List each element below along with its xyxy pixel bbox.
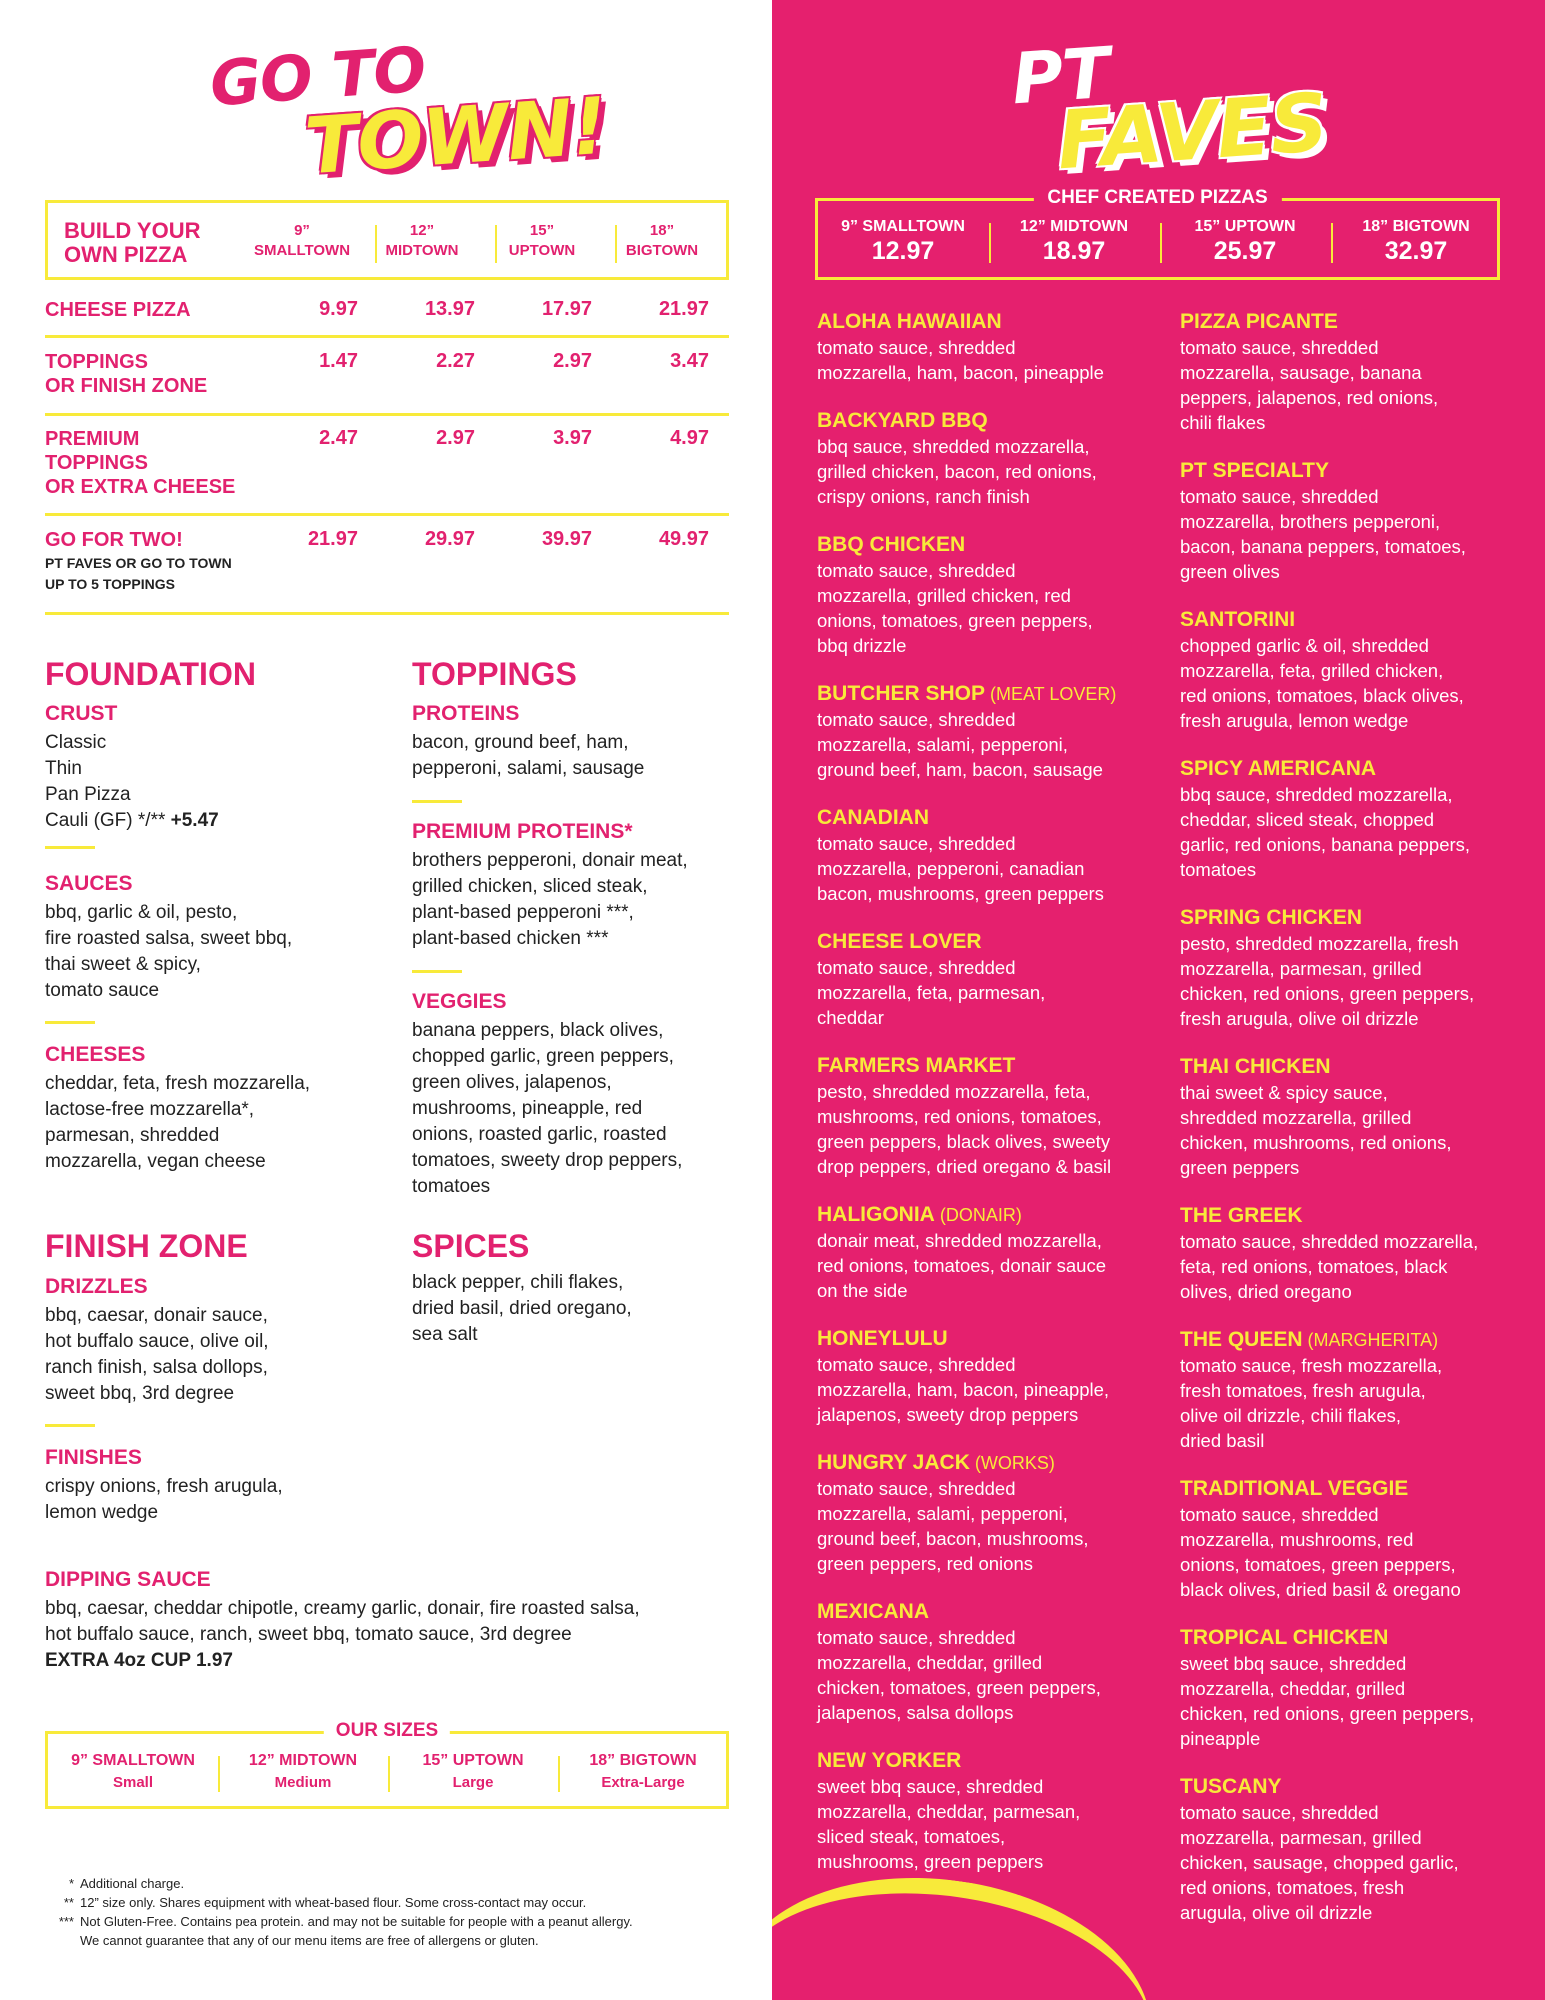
crust-title: CRUST [45, 702, 118, 725]
chef-price-bigtown: 18” BIGTOWN 32.97 [1362, 218, 1470, 265]
fave-honeylulu: HONEYLULU tomato sauce, shredded mozzarella, ham, bacon, pineapple, jalapenos, sweety drop peppers [817, 1327, 1110, 1425]
spices-title: SPICES [412, 1228, 530, 1264]
fave-thai-chicken: THAI CHICKEN thai sweet & spicy sauce, shredded mozzarella, grilled chicken, mushrooms, red onions, green peppers [1180, 1055, 1452, 1178]
proteins-title: PROTEINS [412, 702, 520, 725]
size-header-15: 15” UPTOWN [508, 222, 576, 259]
price-cell: 21.97 [658, 298, 709, 320]
price-cell: 29.97 [424, 528, 475, 550]
fave-the-greek: THE GREEK tomato sauce, shredded mozzarella, feta, red onions, tomatoes, black olives, dried oregano [1180, 1204, 1479, 1302]
price-cell: 9.97 [319, 298, 358, 320]
headline-town: TOWN! [302, 81, 610, 193]
price-cell: 2.97 [436, 427, 475, 449]
price-cell: 13.97 [424, 298, 475, 320]
row-sublabel: PT FAVES OR GO TO TOWN UP TO 5 TOPPINGS [45, 555, 232, 592]
fave-hungry-jack: HUNGRY JACK (WORKS) tomato sauce, shredded mozzarella, salami, pepperoni, ground beef, bacon, mushrooms, green peppers, red onions [817, 1451, 1089, 1574]
fave-aloha-hawaiian: ALOHA HAWAIIAN tomato sauce, shredded mozzarella, ham, bacon, pineapple [817, 310, 1104, 383]
fave-canadian: CANADIAN tomato sauce, shredded mozzarella, pepperoni, canadian bacon, mushrooms, green peppers [817, 806, 1104, 904]
fave-bbq-chicken: BBQ CHICKEN tomato sauce, shredded mozzarella, grilled chicken, red onions, tomatoes, green peppers, bbq drizzle [817, 533, 1093, 656]
row-label: CHEESE PIZZA [45, 299, 191, 321]
finish-zone-title: FINISH ZONE [45, 1228, 248, 1264]
our-sizes-title: OUR SIZES [324, 1720, 450, 1742]
finishes-list: crispy onions, fresh arugula, lemon wedge [45, 1476, 283, 1523]
chef-price-smalltown: 9” SMALLTOWN 12.97 [841, 218, 965, 265]
price-cell: 4.97 [670, 427, 709, 449]
fave-butcher-shop: BUTCHER SHOP (MEAT LOVER) tomato sauce, shredded mozzarella, salami, pepperoni, ground beef, ham, bacon, sausage [817, 682, 1117, 780]
price-row-premium [45, 424, 729, 516]
spices-list: black pepper, chili flakes, dried basil, dried oregano, sea salt [412, 1272, 632, 1345]
fave-spring-chicken: SPRING CHICKEN pesto, shredded mozzarella, fresh mozzarella, parmesan, grilled chicken, red onions, green peppers, fresh arugula, olive oil drizzle [1180, 906, 1475, 1029]
row-label: PREMIUM TOPPINGS OR EXTRA CHEESE [45, 428, 236, 498]
price-cell: 2.27 [436, 350, 475, 372]
size-midtown: 12” MIDTOWN Medium [248, 1752, 358, 1791]
finishes-title: FINISHES [45, 1446, 142, 1469]
price-cell: 3.47 [670, 350, 709, 372]
fave-pizza-picante: PIZZA PICANTE tomato sauce, shredded mozzarella, sausage, banana peppers, jalapenos, red onions, chili flakes [1180, 310, 1439, 433]
divider [45, 846, 95, 849]
headline-faves: FAVES [1054, 75, 1330, 188]
sauces-title: SAUCES [45, 872, 133, 895]
price-cell: 17.97 [541, 298, 592, 320]
dipping-sauce-title: DIPPING SAUCE [45, 1568, 211, 1591]
cheeses-title: CHEESES [45, 1043, 146, 1066]
cheeses-list: cheddar, feta, fresh mozzarella, lactose-free mozzarella*, parmesan, shredded mozzarella, vegan cheese [45, 1073, 311, 1172]
build-your-own-title: BUILD YOUR OWN PIZZA [64, 218, 201, 267]
decorative-swoosh [772, 1852, 1168, 2000]
build-your-own-panel [0, 0, 772, 2000]
divider [412, 800, 462, 803]
chef-price-midtown: 12” MIDTOWN 18.97 [1019, 218, 1129, 265]
size-bigtown: 18” BIGTOWN Extra-Large [589, 1752, 697, 1791]
footnote: * Additional charge. [68, 1876, 185, 1891]
fave-pt-specialty: PT SPECIALTY tomato sauce, shredded mozzarella, brothers pepperoni, bacon, banana peppers, tomatoes, green olives [1180, 459, 1466, 582]
size-header-12: 12” MIDTOWN [385, 222, 459, 259]
crust-list: Classic Thin Pan Pizza Cauli (GF) */** +5.47 [45, 732, 219, 831]
size-header-18: 18” BIGTOWN [625, 222, 699, 259]
footnote: We cannot guarantee that any of our menu items are free of allergens or gluten. [80, 1933, 539, 1948]
fave-cheese-lover: CHEESE LOVER tomato sauce, shredded mozzarella, feta, parmesan, cheddar [817, 930, 1046, 1028]
price-cell: 49.97 [658, 528, 709, 550]
divider [45, 1021, 95, 1024]
footnote: ** 12” size only. Shares equipment with wheat-based flour. Some cross-contact may occur. [63, 1895, 587, 1910]
divider [45, 1424, 95, 1427]
chef-created-title: CHEF CREATED PIZZAS [1033, 187, 1281, 209]
premium-proteins-title: PREMIUM PROTEINS* [412, 820, 633, 843]
chef-created-box [815, 187, 1500, 280]
footnote: *** Not Gluten-Free. Contains pea protein. and may not be suitable for people with a peanut allergy. [58, 1914, 633, 1929]
fave-spicy-americana: SPICY AMERICANA bbq sauce, shredded mozzarella, cheddar, sliced steak, chopped garlic, red onions, banana peppers, tomatoes [1180, 757, 1471, 880]
our-sizes-box [45, 1720, 729, 1809]
drizzles-title: DRIZZLES [45, 1275, 148, 1298]
row-label: TOPPINGS OR FINISH ZONE [45, 351, 208, 397]
fave-mexicana: MEXICANA tomato sauce, shredded mozzarella, cheddar, grilled chicken, tomatoes, green peppers, jalapenos, salsa dollops [817, 1600, 1101, 1723]
chef-price-uptown: 15” UPTOWN 25.97 [1194, 218, 1296, 265]
price-row-toppings [45, 347, 729, 416]
price-cell: 1.47 [319, 350, 358, 372]
price-row-cheese [45, 295, 729, 338]
dipping-sauce-list: bbq, caesar, cheddar chipotle, creamy garlic, donair, fire roasted salsa, hot buffalo sauce, ranch, sweet bbq, tomato sauce, 3rd degree EXTRA 4oz CUP 1.97 [45, 1598, 640, 1671]
price-cell: 3.97 [553, 427, 592, 449]
build-your-own-header [45, 200, 729, 280]
toppings-title: TOPPINGS [412, 656, 577, 692]
size-smalltown: 9” SMALLTOWN Small [71, 1752, 195, 1791]
fave-tropical-chicken: TROPICAL CHICKEN sweet bbq sauce, shredded mozzarella, cheddar, grilled chicken, red onions, green peppers, pineapple [1180, 1626, 1475, 1749]
proteins-list: bacon, ground beef, ham, pepperoni, salami, sausage [412, 732, 645, 779]
divider [412, 970, 462, 973]
fave-traditional-veggie: TRADITIONAL VEGGIE tomato sauce, shredded mozzarella, mushrooms, red onions, tomatoes, green peppers, black olives, dried basil & oregano [1180, 1477, 1461, 1600]
row-label: GO FOR TWO! [45, 529, 183, 551]
fave-tuscany: TUSCANY tomato sauce, shredded mozzarella, parmesan, grilled chicken, sausage, chopped garlic, red onions, tomatoes, fresh arugula, olive oil drizzle [1180, 1775, 1459, 1923]
headline-pt: PT [1009, 31, 1112, 121]
price-cell: 21.97 [307, 528, 358, 550]
price-cell: 2.97 [553, 350, 592, 372]
foundation-title: FOUNDATION [45, 656, 256, 692]
fave-new-yorker: NEW YORKER sweet bbq sauce, shredded mozzarella, cheddar, parmesan, sliced steak, tomatoes, mushrooms, green peppers [817, 1749, 1081, 1872]
premium-proteins-list: brothers pepperoni, donair meat, grilled chicken, sliced steak, plant-based pepperoni ***, plant-based chicken *** [412, 850, 688, 949]
size-uptown: 15” UPTOWN Large [422, 1752, 524, 1791]
sauces-list: bbq, garlic & oil, pesto, fire roasted salsa, sweet bbq, thai sweet & spicy, tomato sauce [45, 902, 293, 1001]
footnotes [50, 1874, 633, 1950]
fave-haligonia: HALIGONIA (DONAIR) donair meat, shredded mozzarella, red onions, tomatoes, donair sauce on the side [817, 1203, 1106, 1301]
veggies-title: VEGGIES [412, 990, 507, 1013]
drizzles-list: bbq, caesar, donair sauce, hot buffalo sauce, olive oil, ranch finish, salsa dollops, sweet bbq, 3rd degree [45, 1305, 269, 1404]
size-header-9: 9” SMALLTOWN [253, 222, 351, 259]
fave-backyard-bbq: BACKYARD BBQ bbq sauce, shredded mozzarella, grilled chicken, bacon, red onions, crispy onions, ranch finish [817, 409, 1097, 507]
price-row-go-for-two [45, 525, 729, 615]
fave-farmers-market: FARMERS MARKET pesto, shredded mozzarella, feta, mushrooms, red onions, tomatoes, green peppers, black olives, sweety drop peppers, dried oregano & basil [817, 1054, 1112, 1177]
fave-santorini: SANTORINI chopped garlic & oil, shredded mozzarella, feta, grilled chicken, red onions, tomatoes, black olives, fresh arugula, lemon wedge [1180, 608, 1464, 731]
headline-go-to: GO TO [207, 32, 428, 121]
price-cell: 2.47 [319, 427, 358, 449]
price-cell: 39.97 [541, 528, 592, 550]
veggies-list: banana peppers, black olives, chopped garlic, green peppers, green olives, jalapenos, mushrooms, pineapple, red onions, roasted garlic, roasted tomatoes, sweety drop peppers, tomatoes [412, 1020, 683, 1197]
fave-the-queen: THE QUEEN (MARGHERITA) tomato sauce, fresh mozzarella, fresh tomatoes, fresh arugula, olive oil drizzle, chili flakes, dried basil [1180, 1328, 1443, 1451]
pt-faves-panel [772, 0, 1545, 2000]
